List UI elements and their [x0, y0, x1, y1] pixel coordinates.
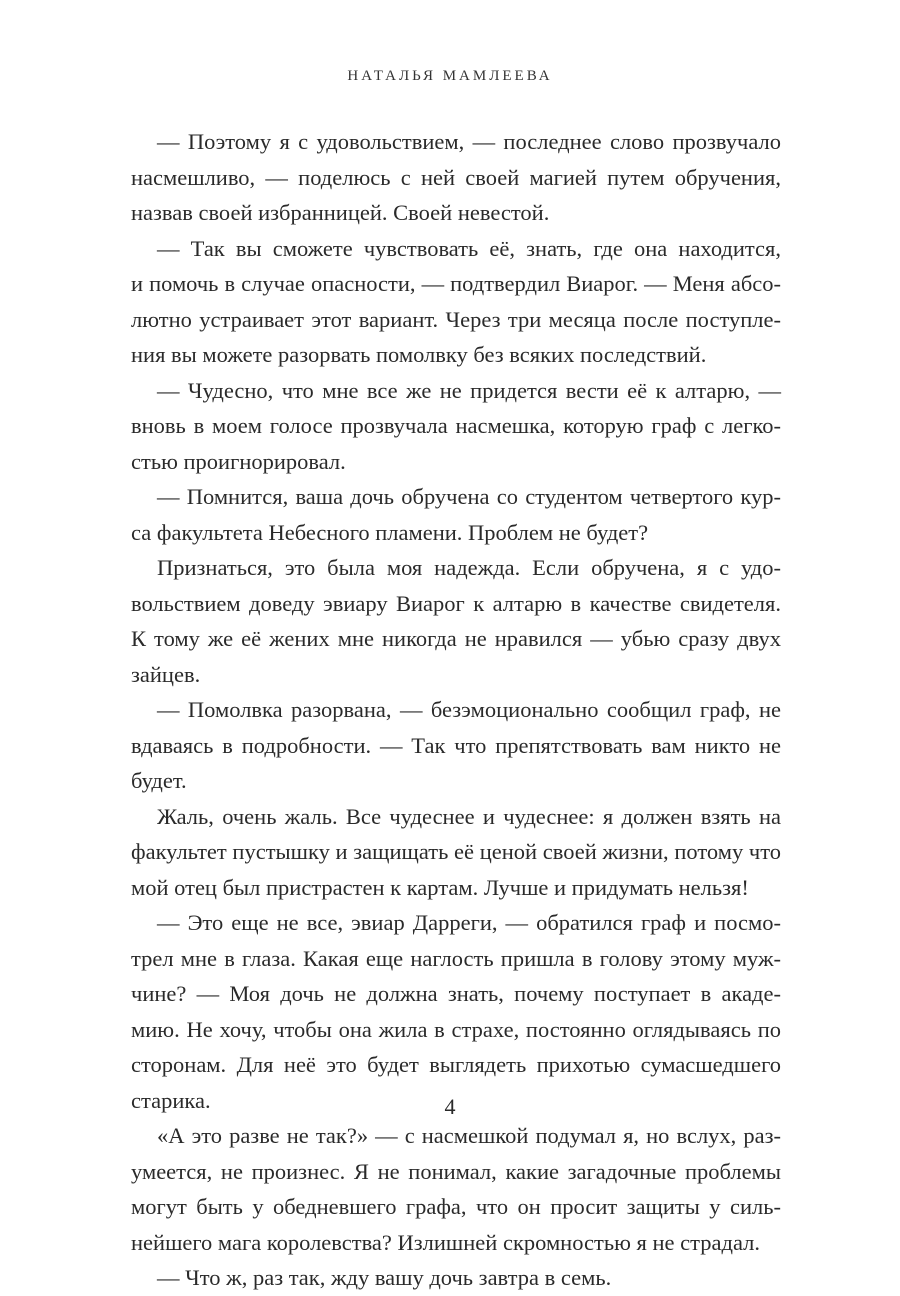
text-line: — Чудесно, что мне все же не придется вести её к алтарю, — — [157, 377, 781, 403]
text-line: и помочь в случае опасности, — подтвердил Виарог. — Меня абсо- — [131, 271, 781, 296]
text-line: факультет пустышку и защищать её ценой своей жизни, потому что — [131, 839, 781, 864]
text-line: мой отец был пристрастен к картам. Лучше и придумать нельзя! — [131, 874, 749, 900]
text-line: Признаться, это была моя надежда. Если обручена, я с удо- — [157, 555, 781, 580]
text-line: назвав своей избранницей. Своей невестой. — [131, 200, 550, 225]
text-line: са факультета Небесного пламени. Проблем не будет? — [131, 519, 649, 545]
text-line: — Помнится, ваша дочь обручена со студентом четвертого кур- — [157, 484, 781, 509]
text-line: лютно устраивает этот вариант. Через три месяца после поступле- — [131, 306, 781, 332]
text-line: К тому же её жених мне никогда не нравился — убью сразу двух — [131, 626, 781, 651]
text-line: нейшего мага королевства? Излишней скромностью я не страдал. — [131, 1229, 760, 1255]
text-line: сторонам. Для неё это будет выглядеть прихотью сумасшедшего — [131, 1052, 781, 1077]
text-line: зайцев. — [131, 661, 201, 687]
text-line: старика. — [131, 1087, 211, 1113]
text-line: чине? — Моя дочь не должна знать, почему поступает в акаде- — [131, 981, 781, 1006]
text-line: — Что ж, раз так, жду вашу дочь завтра в семь. — [157, 1265, 612, 1290]
text-line: вольствием доведу эвиару Виарог к алтарю в качестве свидетеля. — [131, 590, 781, 616]
text-line: умеется, не произнес. Я не понимал, какие загадочные проблемы — [131, 1158, 781, 1184]
text-line: — Помолвка разорвана, — безэмоционально сообщил граф, не — [157, 697, 781, 722]
text-line: насмешливо, — поделюсь с ней своей магией путем обручения, — [131, 164, 781, 190]
text-line: стью проигнорировал. — [131, 448, 346, 474]
text-line: Жаль, очень жаль. Все чудеснее и чудеснее: я должен взять на — [157, 803, 781, 829]
text-line: могут быть у обедневшего графа, что он просит защиты у силь- — [131, 1194, 781, 1219]
running-header: НАТАЛЬЯ МАМЛЕЕВА — [347, 68, 553, 84]
text-line: вдаваясь в подробности. — Так что препятствовать вам никто не — [131, 732, 781, 758]
text-line: ния вы можете разорвать помолвку без всяких последствий. — [131, 342, 707, 367]
text-line: «А это разве не так?» — с насмешкой подумал я, но вслух, раз- — [157, 1123, 781, 1148]
page-number: 4 — [444, 1094, 456, 1119]
text-line: — Это еще не все, эвиар Дарреги, — обратился граф и посмо- — [157, 910, 781, 935]
text-line: — Так вы сможете чувствовать её, знать, где она находится, — [157, 235, 781, 261]
text-line: будет. — [131, 768, 187, 793]
text-line: вновь в моем голосе прозвучала насмешка, которую граф с легко- — [131, 413, 781, 438]
text-line: — Поэтому я с удовольствием, — последнее слово прозвучало — [157, 129, 781, 154]
text-line: мию. Не хочу, чтобы она жила в страхе, постоянно оглядываясь по — [131, 1016, 781, 1042]
text-line: трел мне в глаза. Какая еще наглость пришла в голову этому муж- — [131, 945, 781, 971]
